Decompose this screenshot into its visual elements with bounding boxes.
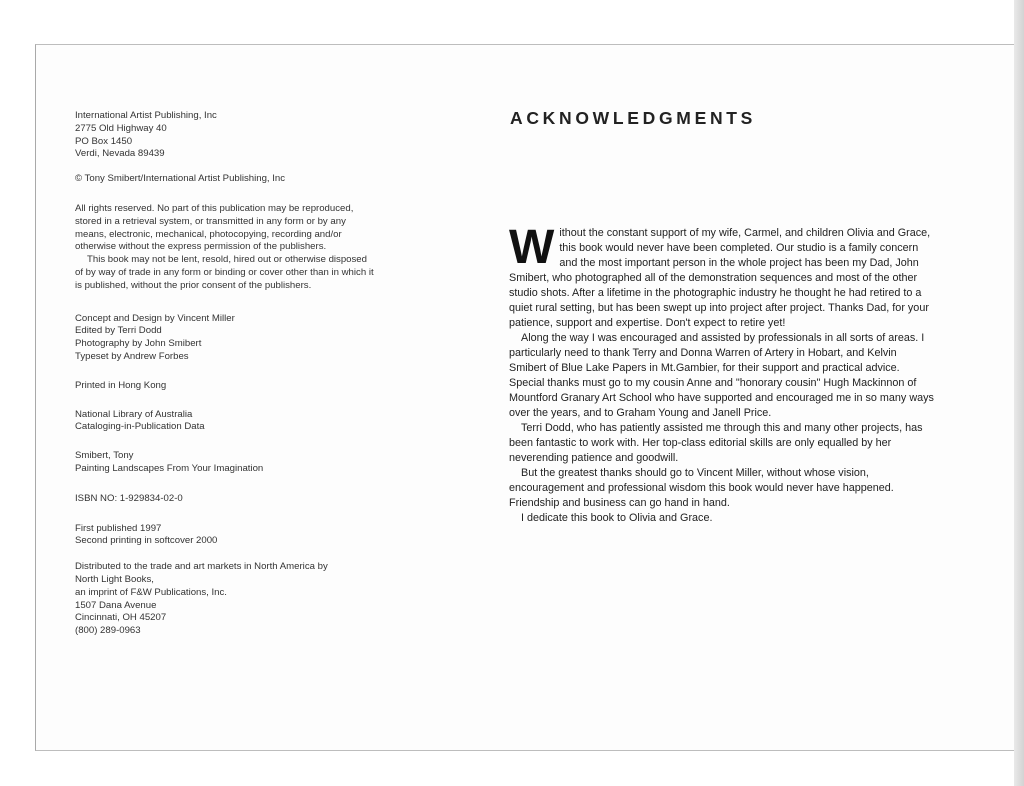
- rights-notice: [75, 203, 375, 293]
- address-line: Verdi, Nevada 89439: [75, 148, 165, 160]
- edition-line: First published 1997: [75, 522, 162, 534]
- page-edge: [1014, 0, 1024, 786]
- drop-cap: W: [509, 221, 555, 274]
- address-line: PO Box 1450: [75, 135, 133, 147]
- printed-line: Printed in Hong Kong: [75, 379, 167, 391]
- isbn-line: ISBN NO: 1-929834-02-0: [75, 492, 183, 504]
- ack-paragraph-1: [509, 221, 934, 331]
- ack-paragraph-4: But the greatest thanks should go to Vincent Miller, without whose vision, encouragement and professional wisdom this book would never have happened. Friendship and business can go hand in hand.: [509, 467, 894, 509]
- distribution-line: an imprint of F&W Publications, Inc.: [75, 586, 227, 598]
- credit-line: Concept and Design by Vincent Miller: [75, 312, 235, 324]
- credit-line: Typeset by Andrew Forbes: [75, 350, 189, 362]
- ack-paragraph-1-text: ithout the constant support of my wife, Carmel, and children Olivia and Grace, this book would never have been completed. Our studio is a family concern and the most important person in the whole project has been my Dad, John Smibert, who photographed all of the demonstration sequences and most of the other studio shots. After a lifetime in the photographic industry he thought he had retired to a quiet rural setting, but has been swept up into project after project. Thanks Dad, for your patience, support and expertise. Don't expect to retire yet!: [509, 227, 931, 329]
- ack-paragraph-5: I dedicate this book to Olivia and Grace.: [521, 512, 713, 524]
- distribution: [75, 561, 375, 638]
- address-line: International Artist Publishing, Inc: [75, 110, 217, 121]
- library-line: Cataloging-in-Publication Data: [75, 421, 205, 433]
- copyright-page: [75, 110, 375, 650]
- rights-paragraph-2: This book may not be lent, resold, hired out or otherwise disposed of by way of trade in any form or binding or cover other than in which it is published, without the prior consent of the publishers.: [75, 254, 374, 291]
- publisher-address: [75, 110, 375, 161]
- ack-paragraph-3: Terri Dodd, who has patiently assisted me through this and many other projects, has been fantastic to work with. Her top-class editorial skills are only equalled by her neverending patience and goodwill.: [509, 422, 923, 464]
- credit-line: Photography by John Smibert: [75, 338, 202, 350]
- address-line: 2775 Old Highway 40: [75, 122, 167, 134]
- library-line: National Library of Australia: [75, 408, 193, 420]
- isbn: [75, 493, 375, 506]
- cip-line: Smibert, Tony: [75, 450, 134, 462]
- rights-paragraph-1: All rights reserved. No part of this publication may be reproduced, stored in a retrieval system, or transmitted in any form or by any means, electronic, mechanical, photocopying, recording and/or otherwise without the express permission of the publishers.: [75, 202, 354, 253]
- distribution-line: North Light Books,: [75, 573, 154, 585]
- printed-in: [75, 380, 375, 393]
- library-data: [75, 409, 375, 435]
- copyright-notice: [75, 173, 375, 186]
- edition-line: Second printing in softcover 2000: [75, 535, 218, 547]
- ack-paragraph-2: Along the way I was encouraged and assisted by professionals in all sorts of areas. I particularly need to thank Terry and Donna Warren of Artery in Hobart, and Kelvin Smibert of Blue Lake Papers in Mt.Gambier, for their support and practical advice. Special thanks must go to my cousin Anne and "honorary cousin" Hugh Mackinnon of Mountford Granary Art School who have supported and encouraged me in so many ways over the years, and to Graham Young and Janell Price.: [509, 332, 934, 419]
- acknowledgments-body: [509, 221, 934, 526]
- distribution-line: 1507 Dana Avenue: [75, 599, 157, 611]
- distribution-line: (800) 289-0963: [75, 625, 141, 637]
- distribution-line: Cincinnati, OH 45207: [75, 612, 167, 624]
- editions: [75, 523, 375, 549]
- copyright-line: © Tony Smibert/International Artist Publishing, Inc: [75, 173, 286, 185]
- credit-line: Edited by Terri Dodd: [75, 325, 162, 337]
- acknowledgments-heading: ACKNOWLEDGMENTS: [510, 108, 757, 128]
- cip-entry: [75, 450, 375, 476]
- credits: [75, 313, 375, 364]
- cip-line: Painting Landscapes From Your Imagination: [75, 462, 264, 474]
- distribution-line: Distributed to the trade and art markets in North America by: [75, 561, 328, 573]
